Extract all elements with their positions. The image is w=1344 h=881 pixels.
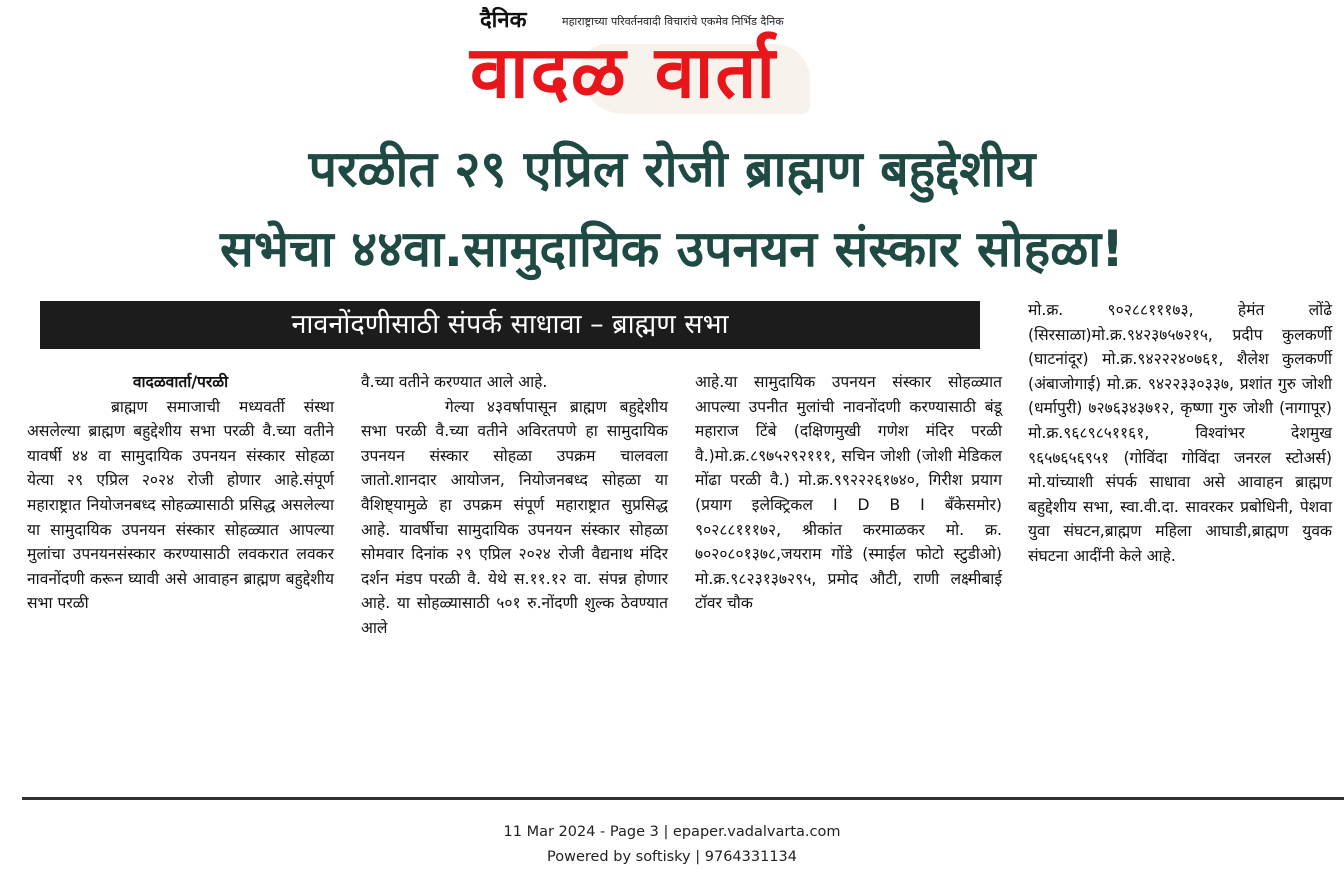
article-paragraph: वै.च्या वतीने करण्यात आले आहे. — [361, 373, 548, 391]
masthead — [470, 4, 870, 114]
masthead-daily-label: दैनिक — [480, 8, 527, 33]
footer-divider — [22, 797, 1344, 800]
footer-powered-by: Powered by softisky | 9764331134 — [546, 849, 797, 865]
headline-line-1: परळीत २९ एप्रिल रोजी ब्राह्मण बहुद्देशीय — [308, 140, 1036, 198]
article-paragraph: गेल्या ४३वर्षापासून ब्राह्मण बहुद्देशीय सभा परळी वै.च्या वतीने अविरतपणे हा सामुदायिक उपनयन संस्कार सोहळा उपक्रम चालवला जातो.शानदार आयोजन, नियोजनबध्द सोहळा या वैशिष्ट्यामुळे हा उपक्रम संपूर्ण महाराष्ट्रात सुप्रसिद्ध आहे. यावर्षीचा सामुदायिक उपनयन संस्कार सोहळा सोमवार दिनांक २९ एप्रिल २०२४ रोजी वैद्यनाथ मंदिर दर्शन मंडप परळी वै. येथे स.११.१२ वा. संपन्न होणार आहे. या सोहळ्यासाठी ५०१ रु.नोंदणी शुल्क ठेवण्यात आले — [361, 397, 668, 637]
headline-line-2: सभेचा ४४वा.सामुदायिक उपनयन संस्कार सोहळा! — [220, 220, 1124, 278]
subheadline-banner: नावनोंदणीसाठी संपर्क साधावा – ब्राह्मण सभा — [40, 301, 980, 349]
article-dateline: वादळवार्ता/परळी — [132, 373, 229, 391]
masthead-tagline: महाराष्ट्राच्या परिवर्तनवादी विचारांचे एकमेव निर्भिड दैनिक — [562, 15, 784, 28]
footer-date-page-link[interactable]: 11 Mar 2024 - Page 3 | epaper.vadalvarta.com — [503, 824, 841, 840]
article-paragraph: ब्राह्मण समाजाची मध्यवर्ती संस्था असलेल्या ब्राह्मण बहुद्देशीय सभा परळी वै.च्या वतीने यावर्षी ४४ वा सामुदायिक उपनयन संस्कार सोहळा येत्या २९ एप्रिल २०२४ रोजी होणार आहे.संपूर्ण महाराष्ट्रात नियोजनबध्द सोहळ्यासाठी प्रसिद्ध असलेल्या या सामुदायिक उपनयन संस्कार सोहळ्यात आपल्या मुलांचा उपनयनसंस्कार करण्यासाठी लवकरात लवकर नावनोंदणी करून घ्यावी असे आवाहन ब्राह्मण बहुद्देशीय सभा परळी — [27, 397, 334, 613]
article-column-3 — [695, 370, 1002, 616]
masthead-brand-logo: वादळ वार्ता — [470, 30, 778, 114]
article-column-2 — [361, 370, 668, 641]
article-paragraph: आहे.या सामुदायिक उपनयन संस्कार सोहळ्यात आपल्या उपनीत मुलांची नावनोंदणी करण्यासाठी बंडू महाराज टिंबे (दक्षिणमुखी गणेश मंदिर परळी वै.)मो.क्र.८९७५२९२१११, सचिन जोशी (जोशी मेडिकल मोंढा परळी वै.) मो.क्र.९९२२२६१७४०, गिरीश प्रयाग (प्रयाग इलेक्ट्रिकल I D B I बँकेसमोर) ९०२८८१११७२, श्रीकांत करमाळकर मो. क्र. ७०२०८०१३७८,जयराम गोंडे (स्माईल फोटो स्टुडीओ) मो.क्र.९८२३१३७२९५, प्रमोद औटी, राणी लक्ष्मीबाई टॉवर चौक — [695, 373, 1002, 613]
article-column-1 — [27, 370, 334, 616]
article-paragraph: मो.क्र. ९०२८८१११७३, हेमंत लोंढे (सिरसाळा)मो.क्र.९४२३७५७२१५, प्रदीप कुलकर्णी (घाटनांदूर) मो.क्र.९४२२२४०७६१, शैलेश कुलकर्णी (अंबाजोगाई) मो.क्र. ९४२२३३०३३७, प्रशांत गुरु जोशी (धर्मापुरी) ७२७६३४३७१२, कृष्णा गुरु जोशी (नागापूर) मो.क्र.९६८९८५११६१, विश्वांभर देशमुख ९६५७६५६९५१ (गोविंदा गोविंदा जनरल स्टोअर्स) मो.यांच्याशी संपर्क साधावा असे आवाहन ब्राह्मण बहुद्देशीय सभा, स्वा.वी.दा. सावरकर प्रबोधिनी, पेशवा युवा संघटन,ब्राह्मण महिला आघाडी,ब्राह्मण युवक संघटना आदींनी केले आहे. — [1028, 301, 1332, 565]
article-column-4 — [1028, 298, 1332, 569]
